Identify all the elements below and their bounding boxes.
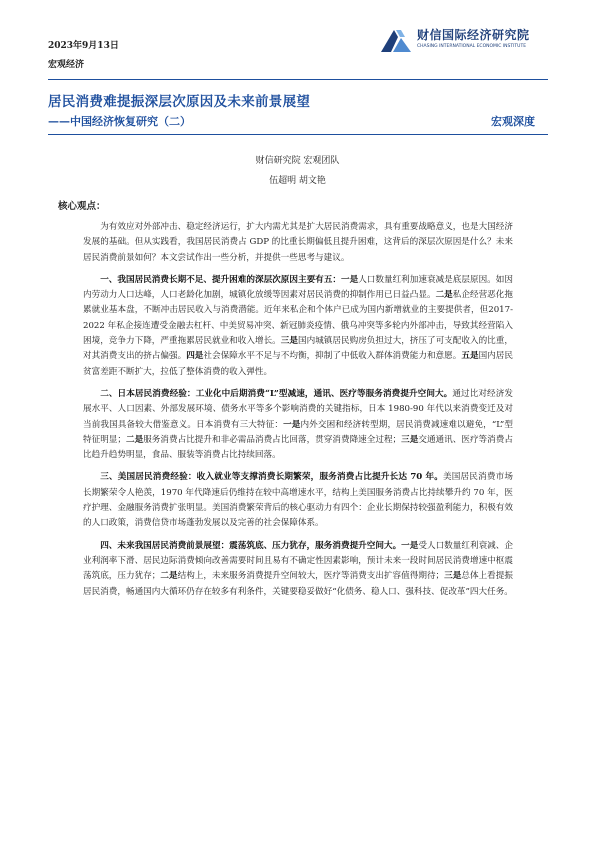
report-category: 宏观经济 <box>48 60 85 70</box>
paragraph-text: 为有效应对外部冲击、稳定经济运行，扩大内需尤其是扩大居民消费需求，具有重要战略意义，也是大国经济发展的基础。但从实践看，我国居民消费占 GDP 的比重长期偏低且提升困难，这背后的深层次原因是什么？未来居民消费前景如何？本文尝试作出一些分析，并提供一些思考与建议。 <box>83 222 513 263</box>
paragraph-bold-text: 一、我国居民消费长期不足、提升困难的深层次原因主要有五： <box>100 274 341 285</box>
institute-logo-icon <box>379 24 413 58</box>
paragraph-text: 结构上，未来服务消费提升空间较大，医疗等消费支出扩容值得期待； <box>177 571 445 582</box>
report-subtitle: ——中国经济恢复研究（二） <box>48 115 191 128</box>
title-rule <box>48 134 548 135</box>
core-views-body <box>83 220 513 607</box>
paragraph-text: 社会保障水平不足与不均衡，抑制了中低收入群体消费能力和意愿。 <box>203 351 462 362</box>
paragraph-text: 受人口数量红利衰减、企业利润率下滑、居民边际消费倾向改善需要时间且易有不确定性因素影响，预计未来一段时间居民消费增速中枢震荡筑底，压力犹存； <box>83 540 513 582</box>
institute-name-en: CHASING INTERNATIONAL ECONOMIC INSTITUTE <box>417 44 527 49</box>
core-views-label: 核心观点： <box>58 201 106 212</box>
paragraph-bold-text: 一是 <box>401 540 419 551</box>
paragraph-text: 人口数量红利加速衰减是底层原因。如因内劳动力人口达峰，人口老龄化加剧，城镇化放缓等因素对居民消费的抑制作用已日益凸显。 <box>83 274 513 301</box>
paragraph-bold-text: 四、未来我国居民消费前景展望：震荡筑底、压力犹存，服务消费提升空间大。 <box>100 540 402 551</box>
paragraph-text: 总体上看提振居民消费，畅通国内大循环仍存在较多有利条件，关键要稳妥做好“化债务、稳人口、强科技、促改革”四大任务。 <box>83 571 513 597</box>
core-view-paragraph <box>83 539 513 600</box>
institute-logo <box>379 22 569 62</box>
paragraph-bold-text: 三、美国居民消费经验：收入就业等支撑消费长期繁荣，服务消费占比提升长达 70 年。 <box>100 472 443 483</box>
report-type-tag: 宏观深度 <box>491 115 535 128</box>
paragraph-text: 私企经营恶化拖累就业基本盘，不断冲击居民收入与消费潜能。近年来私企和个体户已成为国内新增就业的主要提供者，但2017-2022 年私企接连遭受金融去杠杆、中美贸易冲突、新冠肺炎疫情、俄乌冲突等多轮内外部冲击，导致其经营陷入困境，竞争力下降，严重拖累居民就业和收入增长。 <box>83 290 513 347</box>
institute-name-cn: 财信国际经济研究院 <box>417 28 530 42</box>
paragraph-bold-text: 三是 <box>280 336 298 347</box>
paragraph-bold-text: 二是 <box>126 434 144 445</box>
paragraph-text: 交通通讯、医疗等消费占比趋升趋势明显，食品、服装等消费占比持续回落。 <box>83 434 513 461</box>
paragraph-text: 美国居民消费市场长期繁荣令人艳羡，1970 年代降速后仍维持在较中高增速水平，结构上美国服务消费占比持续攀升约 70 年，医疗护理、金融服务消费扩张明显。美国消费繁荣背后的核心驱动力有四个：企业长期保持较强盈利能力，积极有效的人口政策，消费信贷市场蓬勃发展以及完善的社会保障体系。 <box>83 472 513 529</box>
paragraph-text: 通过比对经济发展水平、人口因素、外部发展环境、债务水平等多个影响消费的关键指标，日本 1980-90 年代以来消费变迁及对当前我国具备较大借鉴意义。日本消费有三大特征： <box>83 388 513 430</box>
author-team: 财信研究院 宏观团队 <box>255 156 340 166</box>
paragraph-bold-text: 四是 <box>186 351 204 362</box>
header-rule <box>48 79 548 80</box>
paragraph-bold-text: 三是 <box>401 434 419 445</box>
paragraph-text: 国内居民贫富差距不断扩大，拉低了整体消费的收入弹性。 <box>83 351 513 377</box>
report-date: 2023年9月13日 <box>48 41 119 51</box>
core-view-paragraph <box>83 387 513 463</box>
paragraph-bold-text: 三是 <box>444 571 462 582</box>
paragraph-bold-text: 二是 <box>160 571 178 582</box>
author-names: 伍超明 胡文艳 <box>269 176 326 186</box>
paragraph-bold-text: 二、日本居民消费经验：工业化中后期消费“L”型减速，通讯、医疗等服务消费提升空间大。 <box>100 388 453 399</box>
core-view-paragraph <box>83 470 513 531</box>
paragraph-text: 内外交困和经济转型期，居民消费减速难以避免，“L”型特征明显； <box>83 419 513 445</box>
report-title: 居民消费难提振深层次原因及未来前景展望 <box>48 94 311 110</box>
paragraph-bold-text: 一是 <box>283 419 301 430</box>
paragraph-text: 国内城镇居民购房负担过大，挤压了可支配收入的比重，对其消费支出的挤占偏强。 <box>83 336 513 362</box>
paragraph-text: 服务消费占比提升和非必需品消费占比回落，贯穿消费降速全过程； <box>143 434 402 445</box>
paragraph-bold-text: 二是 <box>435 290 453 301</box>
core-view-paragraph <box>83 220 513 266</box>
core-view-paragraph <box>83 273 513 380</box>
paragraph-bold-text: 一是 <box>340 274 359 285</box>
paragraph-bold-text: 五是 <box>461 351 479 362</box>
